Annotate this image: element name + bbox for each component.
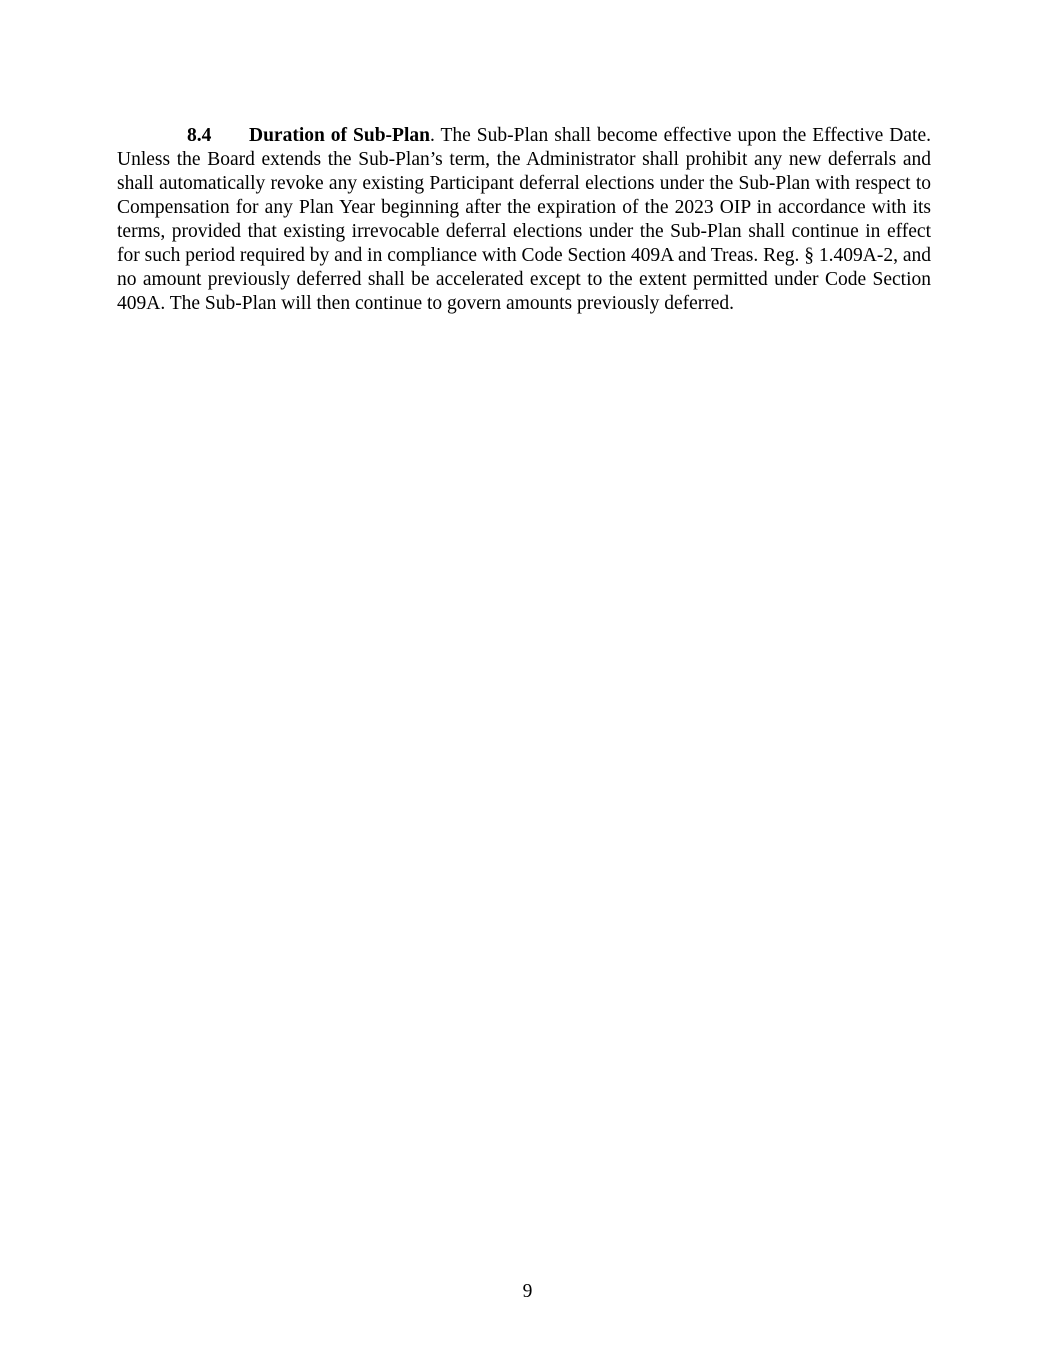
section-heading-punct: . <box>429 125 435 146</box>
section-number: 8.4 <box>187 125 212 146</box>
page-number: 9 <box>522 1281 533 1302</box>
section-paragraph <box>117 124 931 316</box>
section-body: The Sub-Plan shall become effective upon the Effective Date. Unless the Board extends the Sub-Plan’s term, the Administrator shall prohibit any new deferrals and shall automatically revoke any existing Participant deferral elections under the Sub-Plan with respect to Compensation for any Plan Year beginning after the expiration of the 2023 OIP in accordance with its terms, provided that existing irrevocable deferral elections under the Sub-Plan shall continue in effect for such period required by and in compliance with Code Section 409A and Treas. Reg. § 1.409A-2, and no amount previously deferred shall be accelerated except to the extent permitted under Code Section 409A. The Sub-Plan will then continue to govern amounts previously deferred. <box>117 125 931 314</box>
section-heading: Duration of Sub-Plan <box>249 125 430 146</box>
